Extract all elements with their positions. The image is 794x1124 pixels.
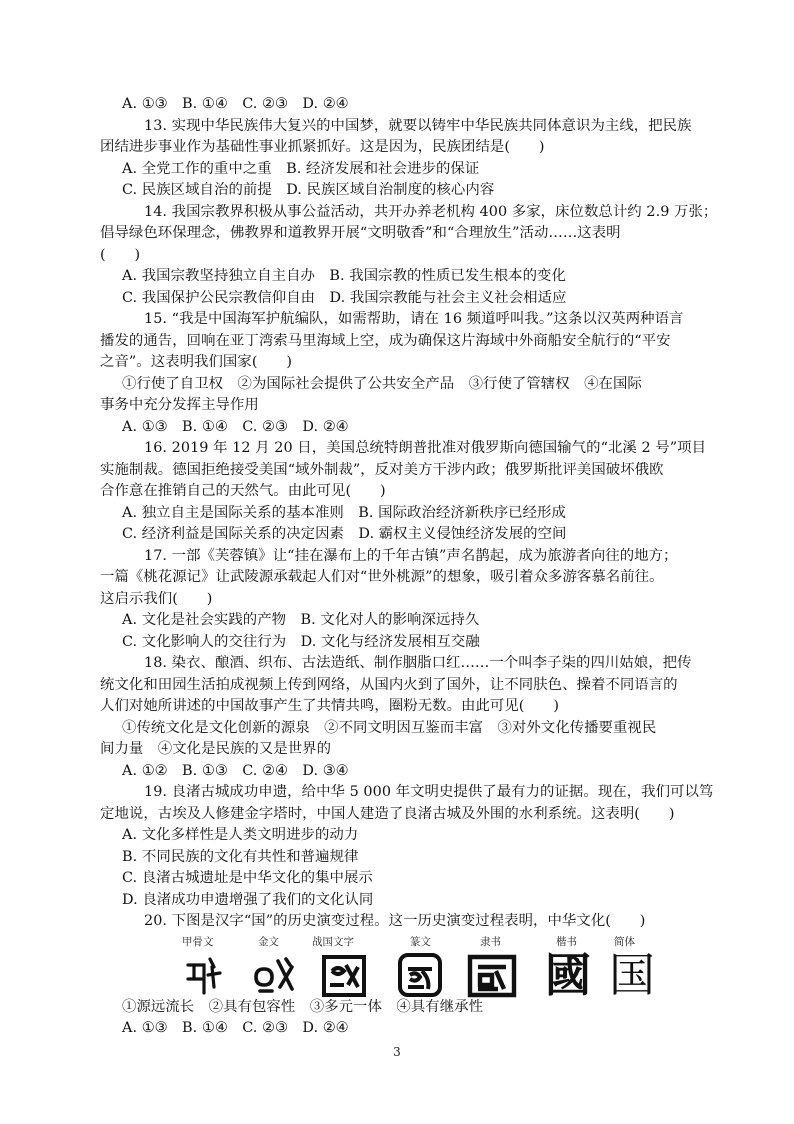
label-zhuanwen: 篆文 bbox=[410, 935, 431, 948]
q15-options: A. ①③ B. ①④ C. ②③ D. ②④ bbox=[122, 418, 349, 435]
seal-guo-glyph bbox=[394, 951, 446, 999]
page-number: 3 bbox=[393, 1045, 401, 1059]
q20-statements: ①源远流长 ②具有包容性 ③多元一体 ④具有继承性 bbox=[122, 998, 484, 1015]
q19-option-c: C. 良渚古城遗址是中华文化的集中展示 bbox=[122, 870, 373, 886]
q13-options-ab: A. 全党工作的重中之重 B. 经济发展和社会进步的保证 bbox=[122, 160, 480, 177]
guo-evolution-figure bbox=[122, 933, 682, 1002]
q15-statements-line2: 事务中充分发挥主导作用 bbox=[100, 397, 259, 413]
q16-stem-line2: 实施制裁。德国拒绝接受美国“域外制裁”，反对美方干涉内政；俄罗斯批评美国破坏俄欧 bbox=[100, 461, 664, 478]
bronze-guo-strokes bbox=[256, 959, 292, 991]
q18-stem-line3: 人们对她所讲述的中国故事产生了共情共鸣，圈粉无数。由此可见( ) bbox=[100, 698, 559, 714]
simplified-guo-glyph: 国 bbox=[609, 947, 655, 1002]
q20-options: A. ①③ B. ①④ C. ②③ D. ②④ bbox=[122, 1020, 349, 1036]
q19-option-a: A. 文化多样性是人类文明进步的动力 bbox=[122, 827, 359, 843]
q17-stem-line1: 17. 一部《芙蓉镇》让“挂在瀑布上的千年古镇”声名鹊起，成为旅游者向往的地方； bbox=[144, 547, 678, 564]
oracle-bone-guo-strokes bbox=[188, 959, 220, 993]
q19-option-b: B. 不同民族的文化有共性和普遍规律 bbox=[122, 848, 359, 865]
q17-stem-line2: 一篇《桃花源记》让武陵源承载起人们对“世外桃源”的想象，吸引着众多游客慕名前往。 bbox=[100, 569, 664, 585]
glyph-labels bbox=[122, 933, 682, 951]
warring-states-guo-strokes bbox=[324, 957, 364, 995]
exam-content bbox=[100, 94, 718, 1040]
q19-stem-line2: 定地说，古埃及人修建金字塔时，中国人建造了良渚古城及外围的水利系统。这表明( ) bbox=[100, 805, 675, 822]
q18-stem-line1: 18. 染衣、酿酒、织布、古法造纸、制作胭脂口红……一个叫李子柒的四川姑娘，把传 bbox=[144, 655, 692, 671]
label-jinwen: 金文 bbox=[258, 935, 279, 948]
q19-option-d: D. 良渚成功申遗增强了我们的文化认同 bbox=[122, 891, 374, 908]
q14-stem-line1: 14. 我国宗教界积极从事公益活动，共开办养老机构 400 多家，床位数总计约 2.9 万张； bbox=[144, 203, 718, 220]
q18-statements-line1: ①传统文化是文化创新的源泉 ②不同文明因互鉴而丰富 ③对外文化传播要重视民 bbox=[122, 719, 657, 736]
q15-statements-line1: ①行使了自卫权 ②为国际社会提供了公共安全产品 ③行使了管辖权 ④在国际 bbox=[122, 375, 642, 392]
q14-options-cd: C. 我国保护公民宗教信仰自由 D. 我国宗教能与社会主义社会相适应 bbox=[122, 289, 567, 306]
q16-stem-line1: 16. 2019 年 12 月 20 日，美国总统特朗普批准对俄罗斯向德国输气的“北溪 2 号”项目 bbox=[144, 440, 707, 456]
q18-options: A. ①② B. ①③ C. ②④ D. ③④ bbox=[122, 762, 349, 779]
q18-statements-line2: 间力量 ④文化是民族的又是世界的 bbox=[100, 741, 332, 757]
q16-stem-line3: 合作意在推销自己的天然气。由此可见( ) bbox=[100, 483, 386, 499]
q16-options-ab: A. 独立自主是国际关系的基本准则 B. 国际政治经济新秩序已经形成 bbox=[122, 504, 566, 521]
q13-stem-line1: 13. 实现中华民族伟大复兴的中国梦，就要以铸牢中华民族共同体意识为主线，把民族 bbox=[144, 117, 692, 134]
q14-options-ab: A. 我国宗教坚持独立自主自办 B. 我国宗教的性质已发生根本的变化 bbox=[122, 268, 566, 284]
q16-options-cd: C. 经济利益是国际关系的决定因素 D. 霸权主义侵蚀经济发展的空间 bbox=[122, 526, 567, 542]
label-kaishu: 楷书 bbox=[556, 935, 577, 948]
label-lishu: 隶书 bbox=[480, 935, 501, 948]
q20-stem: 20. 下图是汉字“国”的历史演变过程。这一历史演变过程表明，中华文化( ) bbox=[144, 913, 646, 929]
q17-options-ab: A. 文化是社会实践的产物 B. 文化对人的影响深远持久 bbox=[122, 612, 480, 628]
glyph-images bbox=[122, 947, 682, 1002]
label-jianti: 简体 bbox=[614, 935, 635, 948]
bronze-guo-glyph bbox=[250, 951, 302, 999]
regular-script-guo-glyph: 國 bbox=[545, 947, 591, 1002]
q12-options: A. ①③ B. ①④ C. ②③ D. ②④ bbox=[122, 96, 349, 112]
seal-guo-strokes bbox=[400, 955, 440, 995]
q17-stem-line3: 这启示我们( ) bbox=[100, 590, 213, 607]
clerical-guo-glyph bbox=[466, 951, 518, 999]
q15-stem-line2: 播发的通告，回响在亚丁湾索马里海域上空，成为确保这片海域中外商船安全航行的“平安 bbox=[100, 332, 671, 349]
q18-stem-line2: 统文化和田园生活拍成视频上传到网络，从国内火到了国外，让不同肤色、操着不同语言的 bbox=[100, 676, 678, 693]
q14-stem-line2: 倡导绿色环保理念，佛教界和道教界开展“文明敬香”和“合理放生”活动……这表明 bbox=[100, 225, 621, 241]
q15-stem-line1: 15. “我是中国海军护航编队，如需帮助，请在 16 频道呼叫我。”这条以汉英两种语言 bbox=[144, 311, 684, 327]
label-jiaguwen: 甲骨文 bbox=[182, 935, 214, 948]
q13-stem-line2: 团结进步事业作为基础性事业抓紧抓好。这是因为，民族团结是( ) bbox=[100, 139, 545, 155]
q13-options-cd: C. 民族区域自治的前提 D. 民族区域自治制度的核心内容 bbox=[122, 182, 495, 198]
warring-states-guo-glyph bbox=[318, 951, 370, 999]
q15-stem-line3: 之音”。这表明我们国家( ) bbox=[100, 354, 293, 370]
clerical-guo-strokes bbox=[470, 957, 514, 995]
q14-stem-line3: ( ) bbox=[100, 246, 141, 263]
oracle-bone-guo-glyph bbox=[180, 951, 232, 999]
q19-stem-line1: 19. 良渚古城成功申遗，给中华 5 000 年文明史提供了最有力的证据。现在，我们可以笃 bbox=[144, 784, 714, 800]
q17-options-cd: C. 文化影响人的交往行为 D. 文化与经济发展相互交融 bbox=[122, 633, 480, 650]
label-zhanguo: 战国文字 bbox=[312, 935, 354, 948]
